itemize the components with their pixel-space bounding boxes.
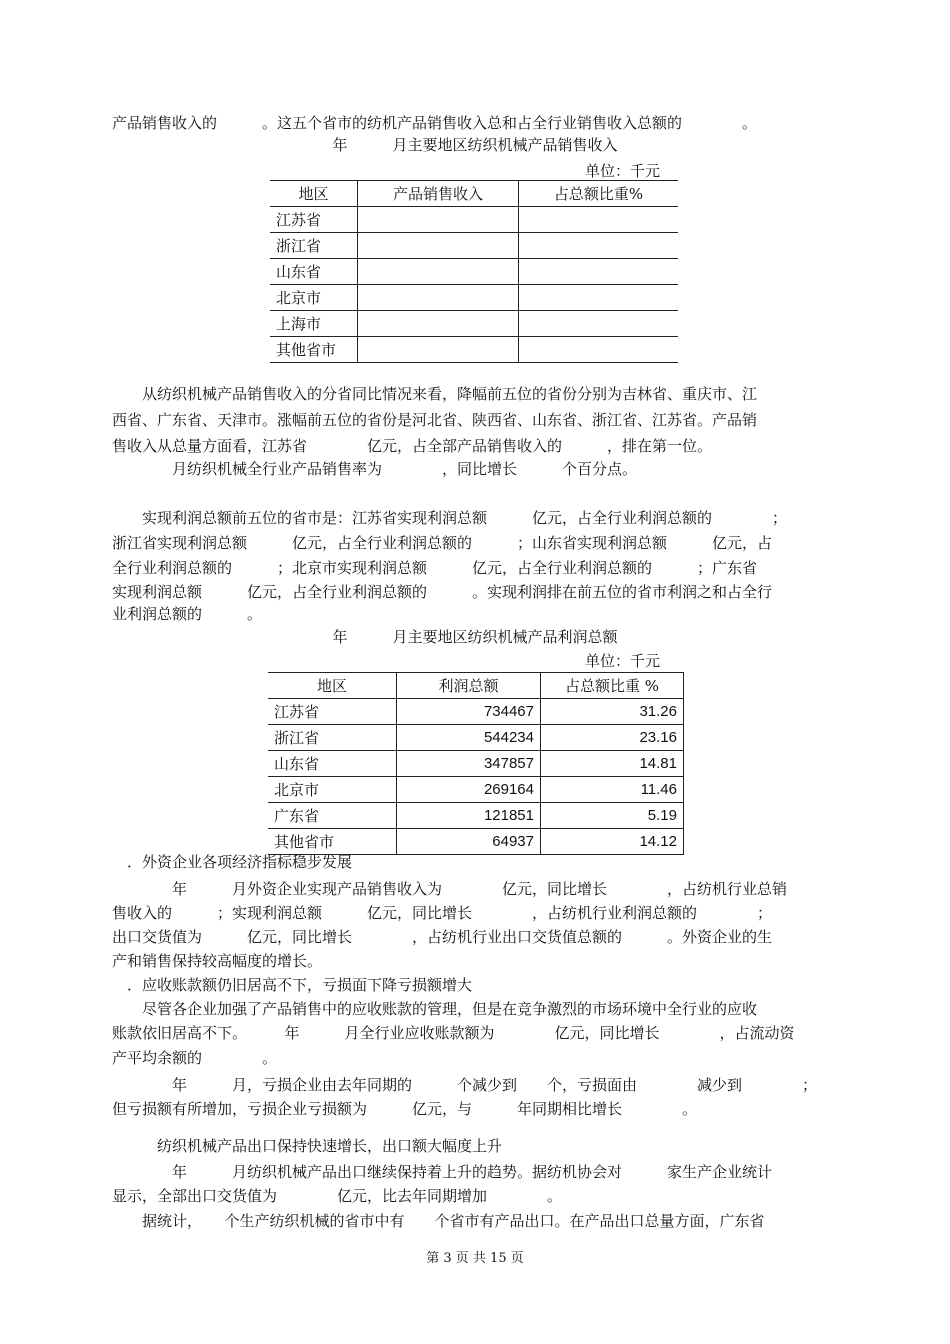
- table-row: [270, 337, 678, 363]
- region-cell: 山东省: [268, 751, 397, 777]
- table-row: [270, 207, 678, 233]
- header-cell: 产品销售收入: [358, 181, 519, 207]
- table-row: [270, 233, 678, 259]
- section-heading: ．外资企业各项经济指标稳步发展: [112, 853, 353, 871]
- profit-cell: 544234: [397, 725, 541, 751]
- text-line: 年 月纺织机械产品出口继续保持着上升的趋势。据纺机协会对 家生产企业统计: [112, 1163, 773, 1181]
- region-cell: 北京市: [268, 777, 397, 803]
- table-row: [270, 285, 678, 311]
- sales-table: [270, 180, 678, 363]
- table-row: [270, 311, 678, 337]
- text-line: 但亏损额有所增加，亏损企业亏损额为 亿元，与 年同期相比增长 。: [112, 1100, 698, 1118]
- text-line: 产品销售收入的 。这五个省市的纺机产品销售收入总和占全行业销售收入总额的 。: [112, 114, 758, 132]
- header-cell: 地区: [270, 181, 358, 207]
- table-row: [268, 751, 684, 777]
- text-line: 账款依旧居高不下。 年 月全行业应收账款额为 亿元，同比增长 ，占流动资: [112, 1024, 795, 1042]
- table-row: [268, 699, 684, 725]
- table-row: [268, 725, 684, 751]
- section-heading: ．应收账款额仍旧居高不下，亏损面下降亏损额增大: [112, 976, 473, 994]
- region-cell: 广东省: [268, 803, 397, 829]
- text-line: 出口交货值为 亿元，同比增长 ，占纺机行业出口交货值总额的 。外资企业的生: [112, 928, 773, 946]
- text-line: 售收入的 ；实现利润总额 亿元，同比增长 ，占纺机行业利润总额的 ；: [112, 904, 773, 922]
- text-line: 售收入从总量方面看，江苏省 亿元，占全部产品销售收入的 ，排在第一位。: [112, 437, 713, 455]
- share-cell: 5.19: [541, 803, 684, 829]
- region-cell: 浙江省: [270, 233, 358, 259]
- table-row: [270, 259, 678, 285]
- share-cell: 11.46: [541, 777, 684, 803]
- text-line: 实现利润总额前五位的省市是：江苏省实现利润总额 亿元，占全行业利润总额的 ；: [112, 509, 788, 527]
- header-cell: 地区: [268, 673, 397, 699]
- region-cell: 上海市: [270, 311, 358, 337]
- table-row: [268, 777, 684, 803]
- profit-cell: 734467: [397, 699, 541, 725]
- text-line: 实现利润总额 亿元，占全行业利润总额的 。实现利润排在前五位的省市利润之和占全行: [112, 583, 773, 601]
- table2-unit: 单位：千元: [585, 652, 661, 670]
- profit-cell: 347857: [397, 751, 541, 777]
- share-cell: 14.12: [541, 829, 684, 855]
- table1-title: 年 月主要地区纺织机械产品销售收入: [332, 136, 618, 154]
- profit-table: [268, 672, 684, 855]
- region-cell: 山东省: [270, 259, 358, 285]
- text-line: 年 月外资企业实现产品销售收入为 亿元，同比增长 ，占纺机行业总销: [112, 880, 788, 898]
- text-line: 显示，全部出口交货值为 亿元，比去年同期增加 。: [112, 1187, 563, 1205]
- profit-cell: 64937: [397, 829, 541, 855]
- region-cell: 江苏省: [268, 699, 397, 725]
- profit-cell: 269164: [397, 777, 541, 803]
- text-line: 年 月，亏损企业由去年同期的 个减少到 个，亏损面由 减少到 ；: [112, 1076, 818, 1094]
- share-cell: 31.26: [541, 699, 684, 725]
- region-cell: 浙江省: [268, 725, 397, 751]
- table2-title: 年 月主要地区纺织机械产品利润总额: [332, 628, 618, 646]
- section-heading: 纺织机械产品出口保持快速增长，出口额大幅度上升: [112, 1137, 503, 1155]
- share-cell: 23.16: [541, 725, 684, 751]
- table1-unit: 单位：千元: [585, 162, 661, 180]
- text-line: 月纺织机械全行业产品销售率为 ，同比增长 个百分点。: [112, 460, 638, 478]
- region-cell: 北京市: [270, 285, 358, 311]
- text-line: 产和销售保持较高幅度的增长。: [112, 952, 323, 970]
- text-line: 据统计， 个生产纺织机械的省市中有 个省市有产品出口。在产品出口总量方面，广东省: [112, 1212, 765, 1230]
- region-cell: 其他省市: [268, 829, 397, 855]
- table-row: [268, 803, 684, 829]
- header-cell: 占总额比重 %: [541, 673, 684, 699]
- text-line: 西省、广东省、天津市。涨幅前五位的省份是河北省、陕西省、山东省、浙江省、江苏省。产品销: [112, 411, 758, 429]
- text-line: 全行业利润总额的 ；北京市实现利润总额 亿元，占全行业利润总额的 ；广东省: [112, 559, 758, 577]
- text-line: 浙江省实现利润总额 亿元，占全行业利润总额的 ；山东省实现利润总额 亿元，占: [112, 534, 773, 552]
- region-cell: 其他省市: [270, 337, 358, 363]
- text-line: 产平均余额的 。: [112, 1049, 278, 1067]
- page-footer: 第 3 页 共 15 页: [426, 1251, 524, 1266]
- table-row: [268, 829, 684, 855]
- header-cell: 占总额比重%: [519, 181, 679, 207]
- text-line: 业利润总额的 。: [112, 605, 263, 623]
- profit-cell: 121851: [397, 803, 541, 829]
- text-line: 从纺织机械产品销售收入的分省同比情况来看，降幅前五位的省份分别为吉林省、重庆市、江: [112, 385, 758, 403]
- share-cell: 14.81: [541, 751, 684, 777]
- text-line: 尽管各企业加强了产品销售中的应收账款的管理，但是在竞争激烈的市场环境中全行业的应收: [112, 1000, 758, 1018]
- region-cell: 江苏省: [270, 207, 358, 233]
- header-cell: 利润总额: [397, 673, 541, 699]
